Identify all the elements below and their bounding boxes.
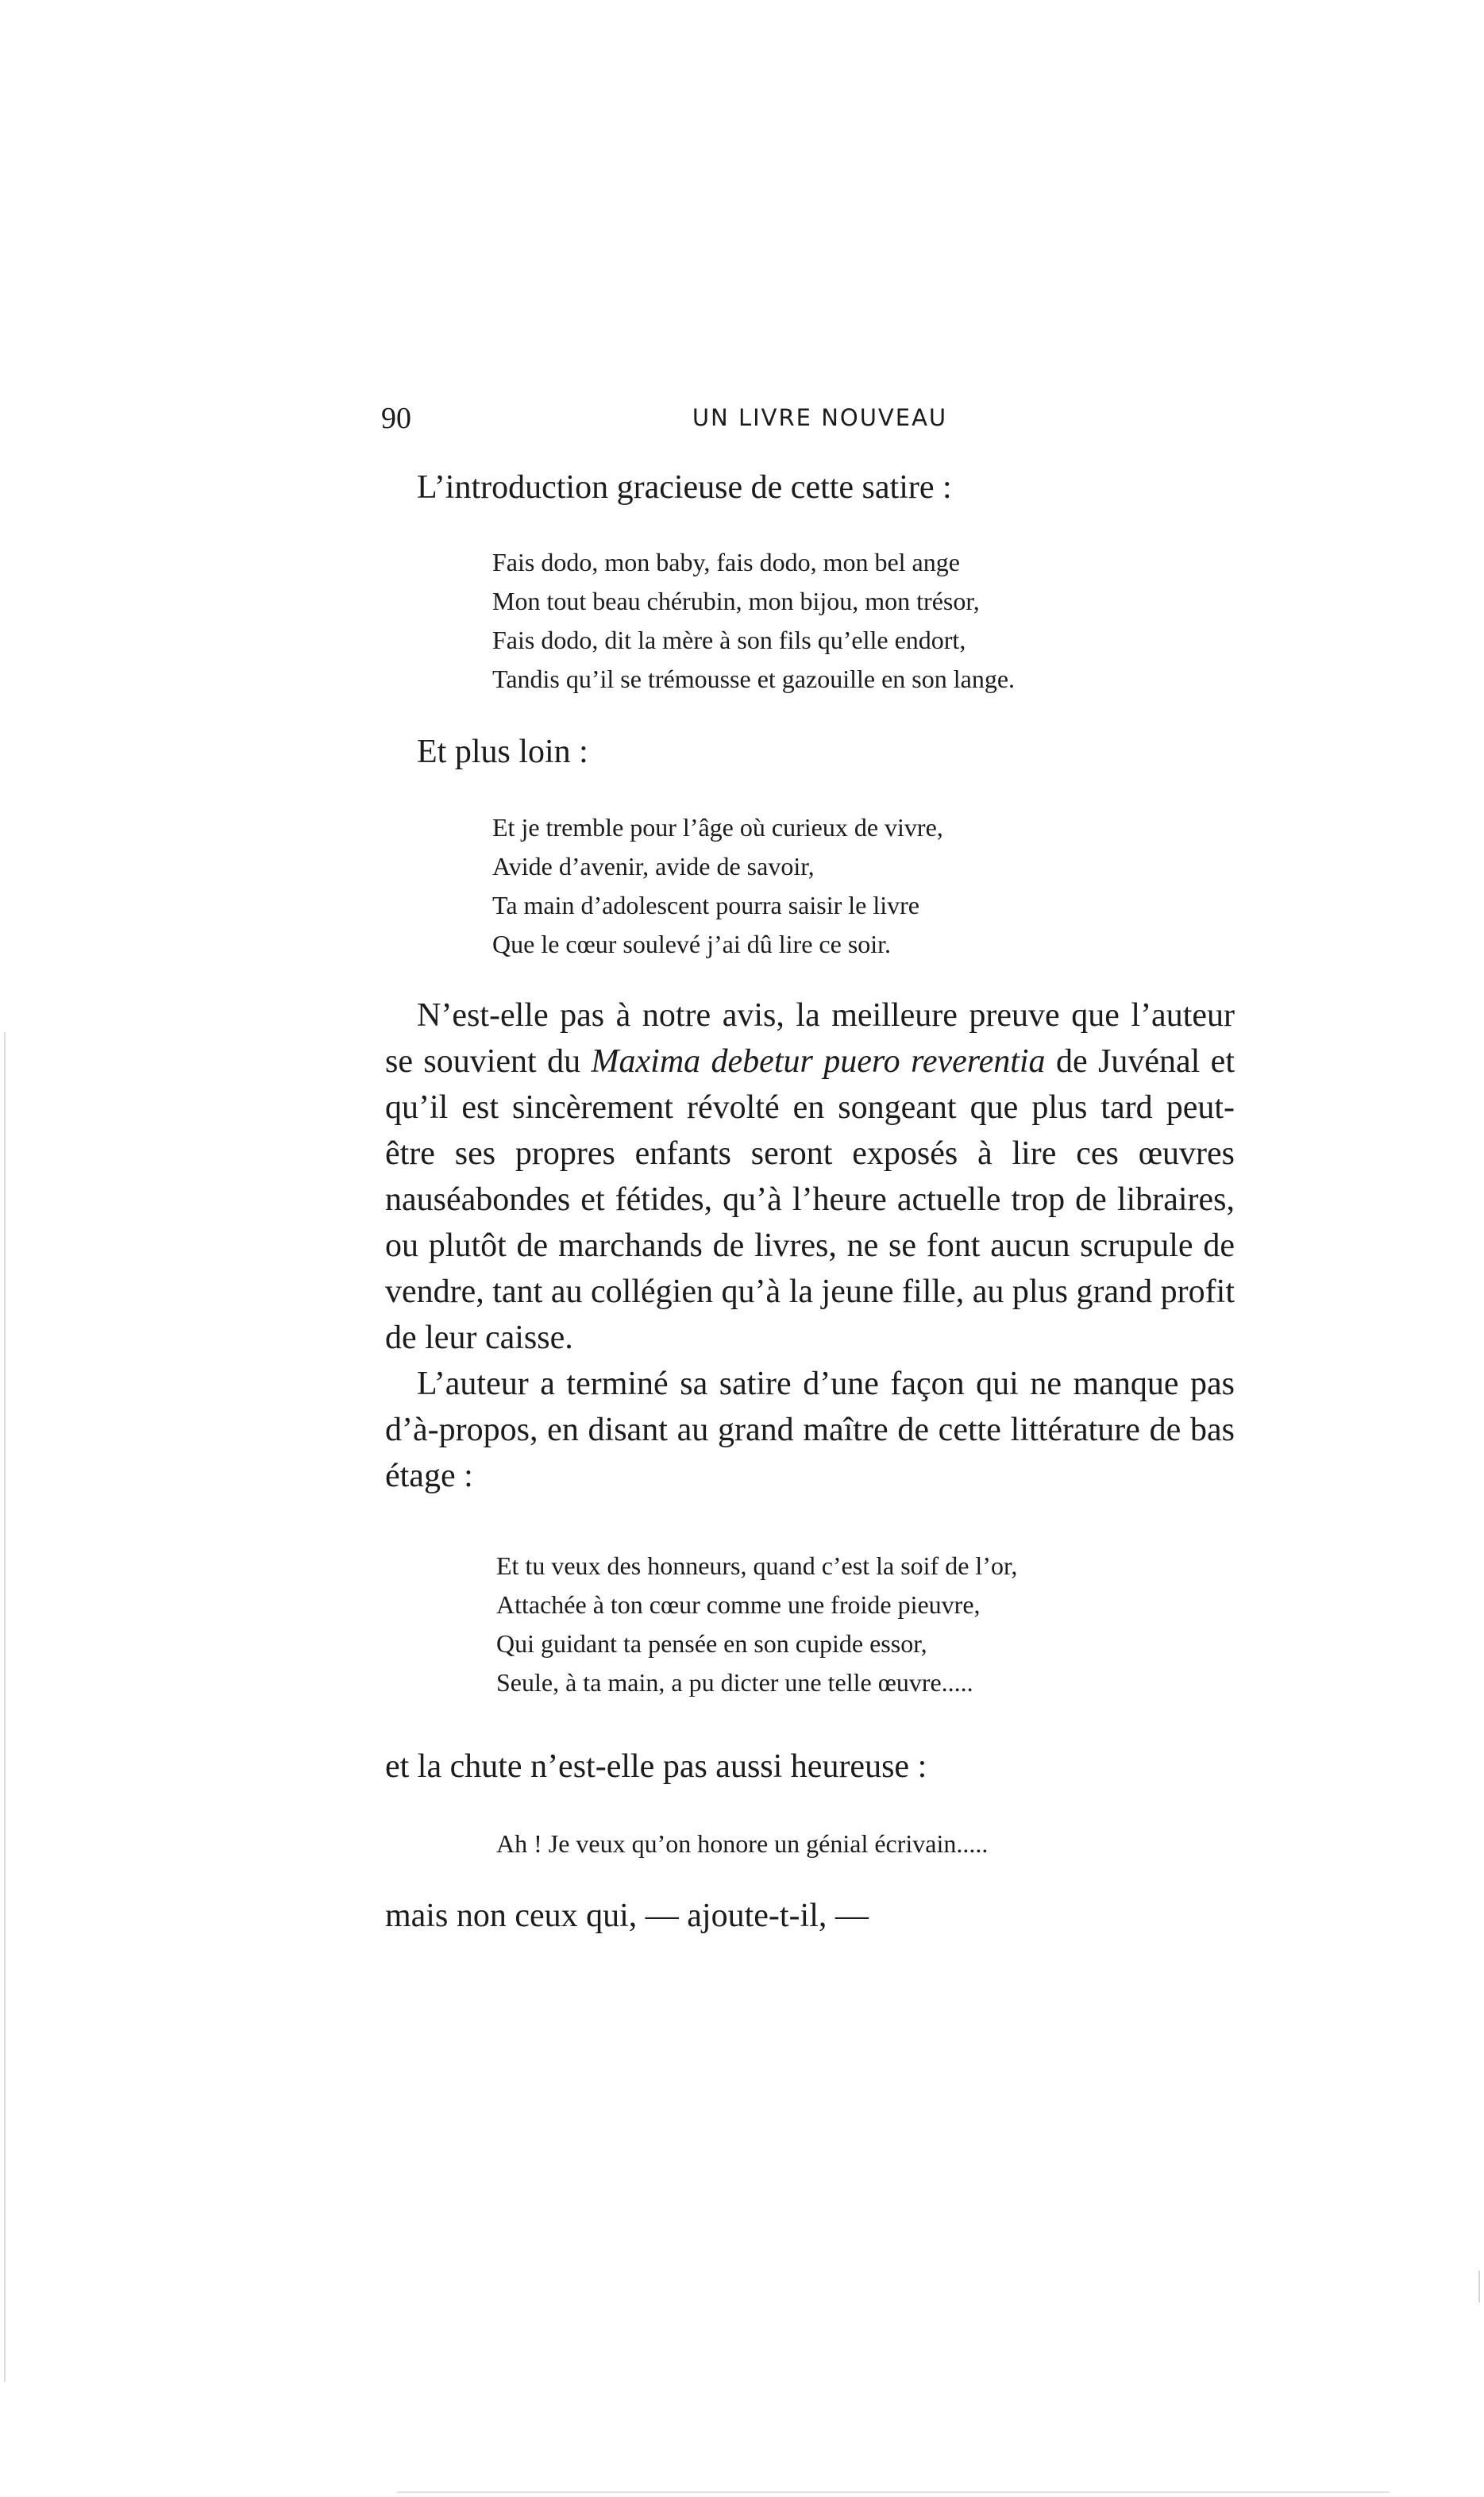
verse-line: Mon tout beau chérubin, mon bijou, mon trésor,	[492, 587, 980, 615]
stanza-honours	[496, 1547, 1017, 1702]
scan-edge-mark	[4, 1032, 6, 2382]
paragraph-conclusion: L’auteur a terminé sa satire d’une façon qui ne manque pas d’à-propos, en disant au grand maître de cette littérature de bas étage :	[385, 1366, 1235, 1494]
closing-line: mais non ceux qui, — ajoute-t-il, —	[385, 1898, 869, 1934]
verse-line: Attachée à ton cœur comme une froide pieuvre,	[496, 1590, 981, 1619]
and-further-line: Et plus loin :	[417, 734, 588, 770]
scan-edge-mark	[1478, 2271, 1480, 2302]
paragraph-juvenal	[385, 992, 1235, 1361]
verse-line: Et je tremble pour l’âge où curieux de vivre,	[492, 813, 943, 842]
and-the-ending-line: et la chute n’est-elle pas aussi heureuse :	[385, 1748, 927, 1785]
verse-line: Ta main d’adolescent pourra saisir le livre	[492, 891, 919, 919]
verse-line: Et tu veux des honneurs, quand c’est la soif de l’or,	[496, 1551, 1018, 1580]
running-head	[381, 401, 1259, 441]
verse-line: Ah ! Je veux qu’on honore un génial écrivain.....	[496, 1829, 989, 1858]
scan-edge-mark	[397, 2491, 1390, 2493]
stanza-lullaby	[492, 543, 1015, 699]
verse-line: Avide d’avenir, avide de savoir,	[492, 852, 815, 881]
verse-line: Tandis qu’il se trémousse et gazouille en son lange.	[492, 665, 1016, 693]
stanza-tremble	[492, 808, 943, 964]
intro-line: L’introduction gracieuse de cette satire :	[417, 469, 952, 506]
verse-line: Fais dodo, dit la mère à son fils qu’elle endort,	[492, 626, 966, 654]
running-title: UN LIVRE NOUVEAU	[692, 404, 948, 431]
paragraph-text: N’est-elle pas à notre avis, la meilleure preuve que l’auteur se souvient du	[385, 997, 1235, 1080]
stanza-writer	[496, 1825, 988, 1863]
verse-line: Seule, à ta main, a pu dicter une telle œuvre.....	[496, 1668, 973, 1697]
latin-quotation: Maxima debetur puero reverentia	[591, 1043, 1046, 1080]
page-number: 90	[381, 402, 411, 435]
verse-line: Qui guidant ta pensée en son cupide essor,	[496, 1629, 927, 1658]
verse-line: Que le cœur soulevé j’ai dû lire ce soir.	[492, 930, 892, 958]
verse-line: Fais dodo, mon baby, fais dodo, mon bel ange	[492, 548, 960, 576]
paragraph-text: de Juvénal et qu’il est sincèrement révolté en songeant que plus tard peut-être ses propres enfants seront exposés à lire ces œuvres nauséabondes et fétides, qu’à l’heure actuelle trop de libraires, ou plutôt de marchands de livres, ne se font aucun scrupule de vendre, tant au collégien qu’à la jeune fille, au plus grand profit de leur caisse.	[385, 1043, 1235, 1356]
